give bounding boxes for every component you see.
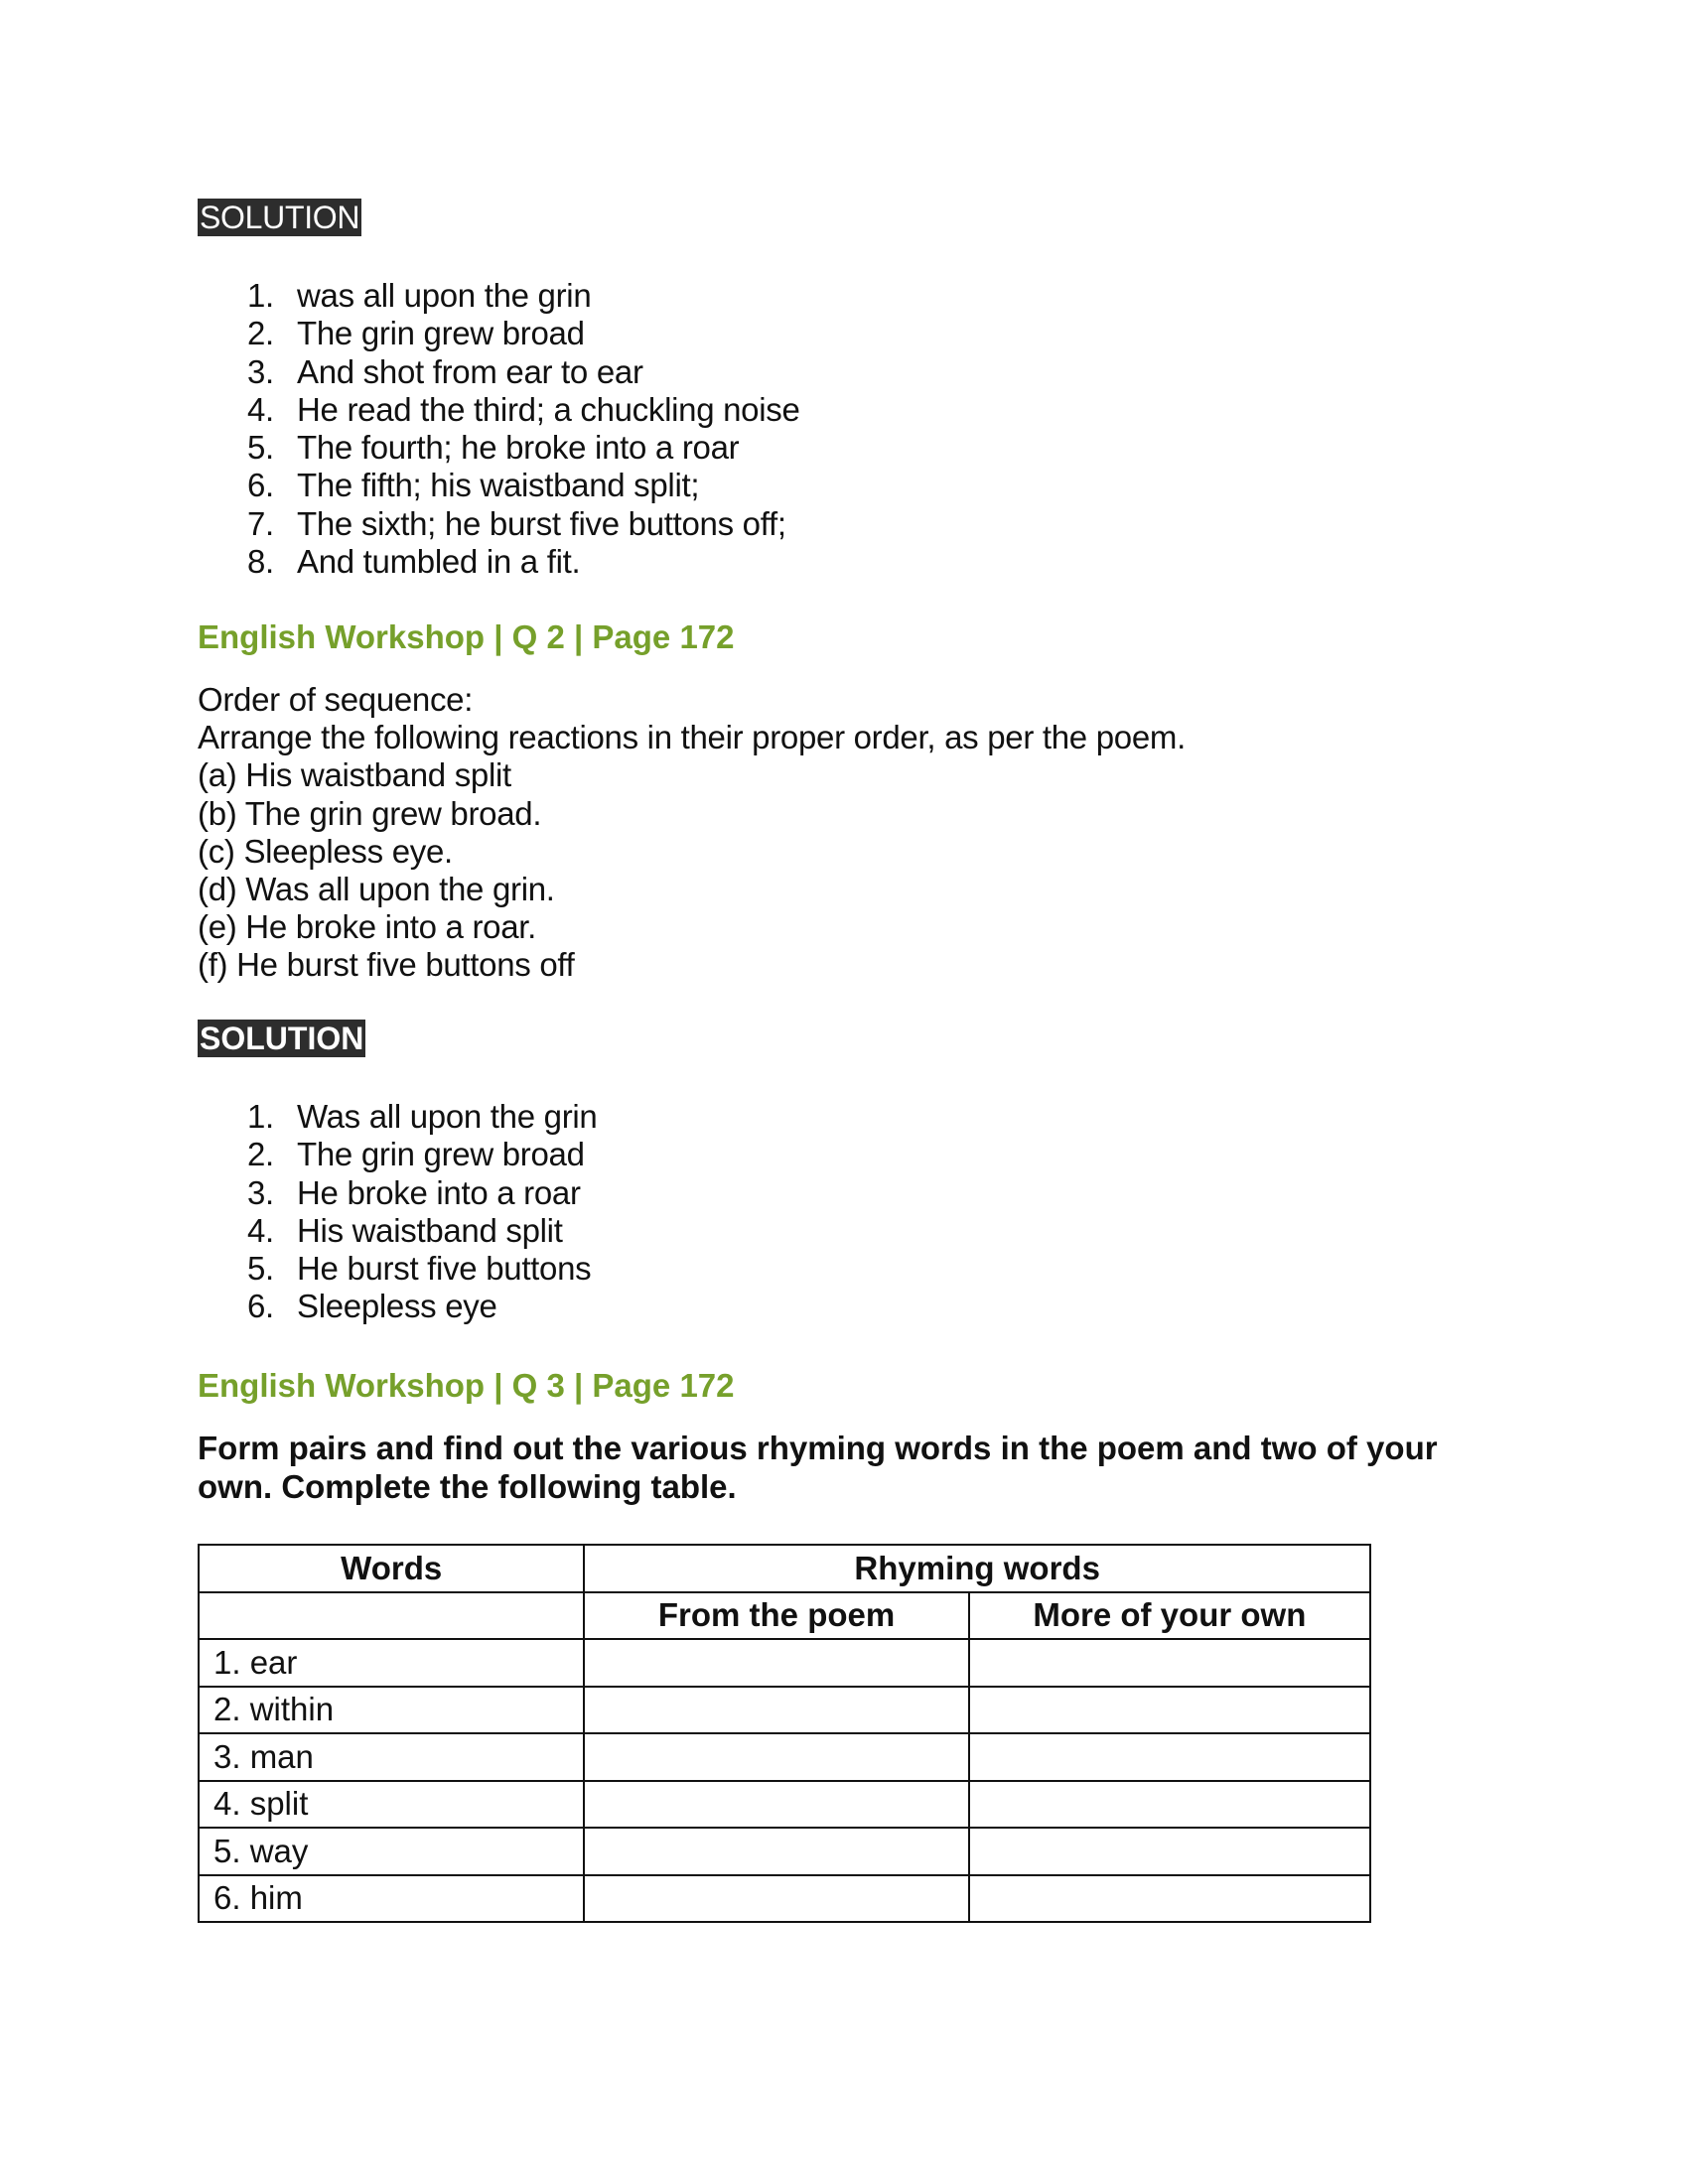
question-instruction: Arrange the following reactions in their proper order, as per the poem. xyxy=(198,719,1186,756)
list-item: 1. Was all upon the grin xyxy=(247,1098,598,1135)
question-block xyxy=(198,681,1186,985)
list-item: 4. He read the third; a chuckling noise xyxy=(247,390,800,428)
solution-list xyxy=(198,277,800,581)
solution-label: SOLUTION xyxy=(200,1021,364,1056)
section-heading: English Workshop | Q 3 | Page 172 xyxy=(198,1367,735,1404)
table-cell-blank[interactable] xyxy=(969,1639,1370,1687)
list-item: 2. The grin grew broad xyxy=(247,315,585,352)
question-title: Order of sequence: xyxy=(198,681,474,718)
table-header-poem: From the poem xyxy=(584,1592,968,1640)
section-heading: English Workshop | Q 2 | Page 172 xyxy=(198,618,735,655)
list-item: 3. And shot from ear to ear xyxy=(247,352,643,390)
table-cell-word: 4. split xyxy=(199,1781,584,1829)
table-cell-word: 5. way xyxy=(199,1828,584,1875)
table-header-rhyming: Rhyming words xyxy=(584,1545,1370,1592)
table-cell-word: 2. within xyxy=(199,1687,584,1734)
table-header-own: More of your own xyxy=(969,1592,1370,1640)
table-row xyxy=(199,1875,1370,1923)
option-item: (a) His waistband split xyxy=(198,756,511,794)
solution-list xyxy=(198,1098,597,1326)
list-item: 3. He broke into a roar xyxy=(247,1173,581,1211)
list-item: 8. And tumbled in a fit. xyxy=(247,543,581,581)
solution-label: SOLUTION xyxy=(200,200,360,235)
table-cell-blank[interactable] xyxy=(969,1781,1370,1829)
list-item: 5. The fourth; he broke into a roar xyxy=(247,429,740,467)
table-cell-word: 3. man xyxy=(199,1733,584,1781)
table-cell xyxy=(199,1592,584,1640)
table-cell-blank[interactable] xyxy=(584,1733,968,1781)
option-item: (f) He burst five buttons off xyxy=(198,946,575,984)
option-item: (e) He broke into a roar. xyxy=(198,908,536,946)
table-cell-blank[interactable] xyxy=(584,1639,968,1687)
table-cell-blank[interactable] xyxy=(969,1828,1370,1875)
table-row xyxy=(199,1828,1370,1875)
table-cell-word: 1. ear xyxy=(199,1639,584,1687)
solution-badge xyxy=(198,199,361,236)
solution-badge xyxy=(198,1020,365,1057)
list-item: 1. was all upon the grin xyxy=(247,277,592,314)
list-item: 4. His waistband split xyxy=(247,1211,563,1249)
list-item: 6. The fifth; his waistband split; xyxy=(247,467,700,504)
table-cell-blank[interactable] xyxy=(584,1875,968,1923)
option-item: (d) Was all upon the grin. xyxy=(198,871,555,908)
table-cell-blank[interactable] xyxy=(584,1781,968,1829)
table-row xyxy=(199,1781,1370,1829)
list-item: 2. The grin grew broad xyxy=(247,1136,585,1173)
table-cell-blank[interactable] xyxy=(969,1875,1370,1923)
table-row xyxy=(199,1639,1370,1687)
list-item: 7. The sixth; he burst five buttons off; xyxy=(247,504,786,542)
table-row xyxy=(199,1687,1370,1734)
table-cell-blank[interactable] xyxy=(969,1687,1370,1734)
table-header-words: Words xyxy=(199,1545,584,1592)
table-row xyxy=(199,1733,1370,1781)
table-cell-blank[interactable] xyxy=(584,1828,968,1875)
question-instruction: Form pairs and find out the various rhyming words in the poem and two of your own. Complete the following table. xyxy=(198,1430,1438,1505)
option-item: (b) The grin grew broad. xyxy=(198,794,542,832)
list-item: 6. Sleepless eye xyxy=(247,1288,497,1325)
table-cell-blank[interactable] xyxy=(584,1687,968,1734)
rhyming-table xyxy=(198,1544,1371,1923)
option-item: (c) Sleepless eye. xyxy=(198,832,453,870)
table-cell-word: 6. him xyxy=(199,1875,584,1923)
list-item: 5. He burst five buttons xyxy=(247,1250,592,1288)
table-cell-blank[interactable] xyxy=(969,1733,1370,1781)
